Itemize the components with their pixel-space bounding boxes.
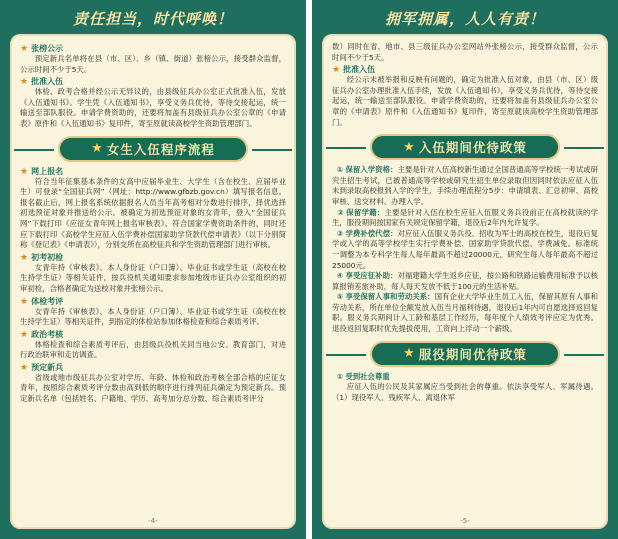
section-text: 女青年持《审核表》、本人身份证（户口簿）、毕业证书或学生证（高校在校生持学生证）等相关证件，按兵役机关通知要求参加地级市征兵办公室组织的初审初检，合格者确定为送校对象并张榜公示。	[20, 262, 286, 293]
star-icon: ★	[20, 252, 29, 263]
item-title: 保留入学资格：	[345, 165, 398, 175]
left-section-4	[20, 363, 286, 405]
section-label: 预定新兵	[31, 362, 64, 372]
star-icon: ★	[20, 77, 29, 88]
right-section-heading	[370, 134, 560, 160]
section-label: 政治考核	[31, 329, 64, 339]
item-number: ①	[336, 371, 343, 381]
item-text: 对应征入伍服义务兵役、招收为军士的高校在校生，退役后复学或入学的高等学校学生实行学费补偿、国家助学贷款代偿、学费减免。标准统一调整为本专科学生每人每年最高不超过20000元，研究生每人每年最高不超过25000元。	[332, 228, 598, 270]
star-icon: ★	[20, 362, 29, 373]
section-label: 张榜公示	[31, 44, 64, 53]
policy-item	[332, 372, 598, 404]
policy-item	[332, 271, 598, 292]
star-icon: ★	[20, 296, 29, 307]
policy-item	[332, 208, 598, 229]
left-section-0	[20, 167, 286, 251]
policy-item	[332, 292, 598, 334]
item-title: 学费补偿代偿：	[345, 228, 398, 238]
section-label: 批准入伍	[31, 77, 64, 87]
left-banner: 责任担当，时代呼唤！	[72, 9, 233, 28]
star-icon: ★	[332, 65, 341, 76]
section-title: 服役期间优待政策	[418, 346, 527, 362]
item-title: 受到社会尊重	[345, 371, 390, 381]
star-icon: ★	[20, 329, 29, 340]
right-page	[312, 0, 618, 539]
policy-item	[332, 165, 598, 207]
divider	[14, 149, 54, 151]
item-number: ②	[337, 207, 344, 217]
section-text: 女青年持《审核表》、本人身份证（户口簿）、毕业证书或学生证（高校在校生持学生证）等相关证件，到指定的体检站参加体格检查和综合素质考评。	[20, 306, 286, 327]
left-intro-section-1	[20, 77, 286, 129]
divider	[326, 354, 366, 356]
star-icon: ★	[20, 166, 29, 177]
section-label: 批准入伍	[343, 65, 376, 75]
intro-text: 数）同时在省、地市、县三级征兵办公室网站外张榜公示，接受群众监督，公示时间不少于5天。	[332, 42, 598, 62]
item-text: 国有企业大学毕业生员工入伍，保留其原有人事和劳动关系，所在单位全额发放入伍当月福利待遇，退役后1年内可自愿选择返回复职。服义务兵期间计入工龄和基层工作经历，每年度个人绩效考评应定为优秀。退役返回复职时优先提拔使用，工资向上浮动一个薪级。	[332, 292, 598, 334]
section-title: 入伍期间优待政策	[418, 140, 527, 156]
right-section2-heading	[370, 341, 560, 367]
left-intro-section-0	[20, 44, 286, 75]
star-icon: ★	[403, 346, 415, 362]
star-icon: ★	[403, 139, 415, 155]
left-section-2	[20, 297, 286, 328]
divider	[326, 147, 366, 149]
star-icon: ★	[91, 141, 103, 157]
item-number: ⑤	[336, 292, 344, 302]
left-section-heading	[58, 136, 248, 162]
item-title: 保留学籍：	[346, 207, 385, 217]
item-text: 主要是针对入伍高校新生通过全国普通高等学校统一考试或研究生招生考试，已被普通高等学校或研究生招生单位录取但因同时依法应征入伍未到录取高校报到入学的学生，手续办理流程分5步：申请填表、汇总初审、高校审核、送交材料、办理入学。	[332, 165, 598, 206]
divider	[252, 149, 292, 151]
left-section-1	[20, 253, 286, 295]
star-icon: ★	[20, 44, 29, 54]
divider	[564, 354, 604, 356]
section-label: 体检考评	[31, 296, 64, 306]
section-title: 女生入伍程序流程	[106, 141, 215, 157]
page-number: -5-	[460, 517, 470, 525]
item-number: ③	[336, 228, 344, 238]
left-section-3	[20, 330, 286, 361]
left-page	[0, 0, 306, 539]
section-label: 网上报名	[31, 166, 64, 176]
item-text: 对福建籍大学生返乡应征，按公路和铁路运输费用标准予以核算报销差旅补助，每人每天发放不低于100元的生活补贴。	[332, 271, 598, 291]
section-text: 符合当年征集基本条件的女高中应届毕业生、大学生（含在校生、应届毕业生）可登录“全国征兵网”（网址：http://www.gfbzb.gov.cn）填写报名信息。报名截止后，网上报名系统依据报名人员当年高考相对分数进行排序，择优选择初选预征对象并推送给公示。被确定为初选预征对象的女青年，登入“全国征兵网”下载打印《应征女青年网上报名审核表》。符合国家学费资助条件的，同时还应下载打印《高校学生应征入伍学费补偿国家助学贷款代偿申请表》（以下分别简称《登记表》《申请表》），分别交所在高校征兵和学生资助管理部门进行审核。	[20, 176, 286, 250]
item-title: 享受保留人事和劳动关系：	[345, 292, 435, 302]
section-label: 初考初检	[31, 252, 64, 262]
section-text: 体格检查和综合素质考评后，由县级兵役机关同当地公安、教育部门，对进行政治联审和走访调查。	[20, 339, 286, 360]
item-number: ④	[336, 271, 344, 281]
right-intro-section	[332, 65, 598, 128]
item-number: ①	[336, 165, 344, 175]
right-paper	[322, 34, 608, 529]
item-text: 应征入伍的公民及其家属应当受到社会的尊重。依法享受军人、军属待遇。（1）现役军人、残疾军人、离退休军	[332, 382, 598, 402]
right-banner: 拥军拥属，人人有责！	[384, 9, 545, 28]
policy-item	[332, 229, 598, 271]
divider	[564, 147, 604, 149]
section-text: 省级或地市级征兵办公室对学历、年龄、体检和政治考核全部合格的应征女青年，按照综合素质考评分数由高到低的顺序进行排列征兵确定为预定新兵。预定新兵名单（包括姓名、户籍地、学历、高考加分总分数、综合素质考评分	[20, 372, 286, 404]
left-paper	[10, 34, 296, 529]
page-number: -4-	[148, 517, 158, 525]
item-text: 主要是针对入伍在校生应征入伍服义务兵役前正在高校就读的学生，服役期间按国家有关规定保留学籍，退役后2年内允许复学。	[332, 207, 598, 228]
section-text: 预定新兵名单将在县（市、区）、乡（镇、街道）张榜公示，接受群众监督，公示时间不少于5天。	[20, 54, 286, 74]
section-text: 经公示未被举报和反映有问题的，确定为批准入伍对象，由县（市、区）级征兵办公室办理批准入伍手续，发放《入伍通知书》，享受义务兵优待，等待交接起运，统一输送至部队服役。申请学费资助的，还要将加盖有县级征兵办公室公章的《申请表》原件和《入伍通知书》复印件，寄至原就读高校学生资助管理部门。	[332, 75, 598, 127]
section-text: 体检、政考合格并经公示无异议的，由县级征兵办公室正式批准入伍，发放《入伍通知书》。学生凭《入伍通知书》，享受义务兵优待，等待交接起运，统一输送至部队服役。申请学费资助的，还要将加盖有县级征兵办公室公章的《申请表》原件和《入伍通知书》复印件，寄至原就读高校学生资助管理部门。	[20, 87, 286, 128]
item-title: 享受应征补助：	[345, 271, 398, 281]
